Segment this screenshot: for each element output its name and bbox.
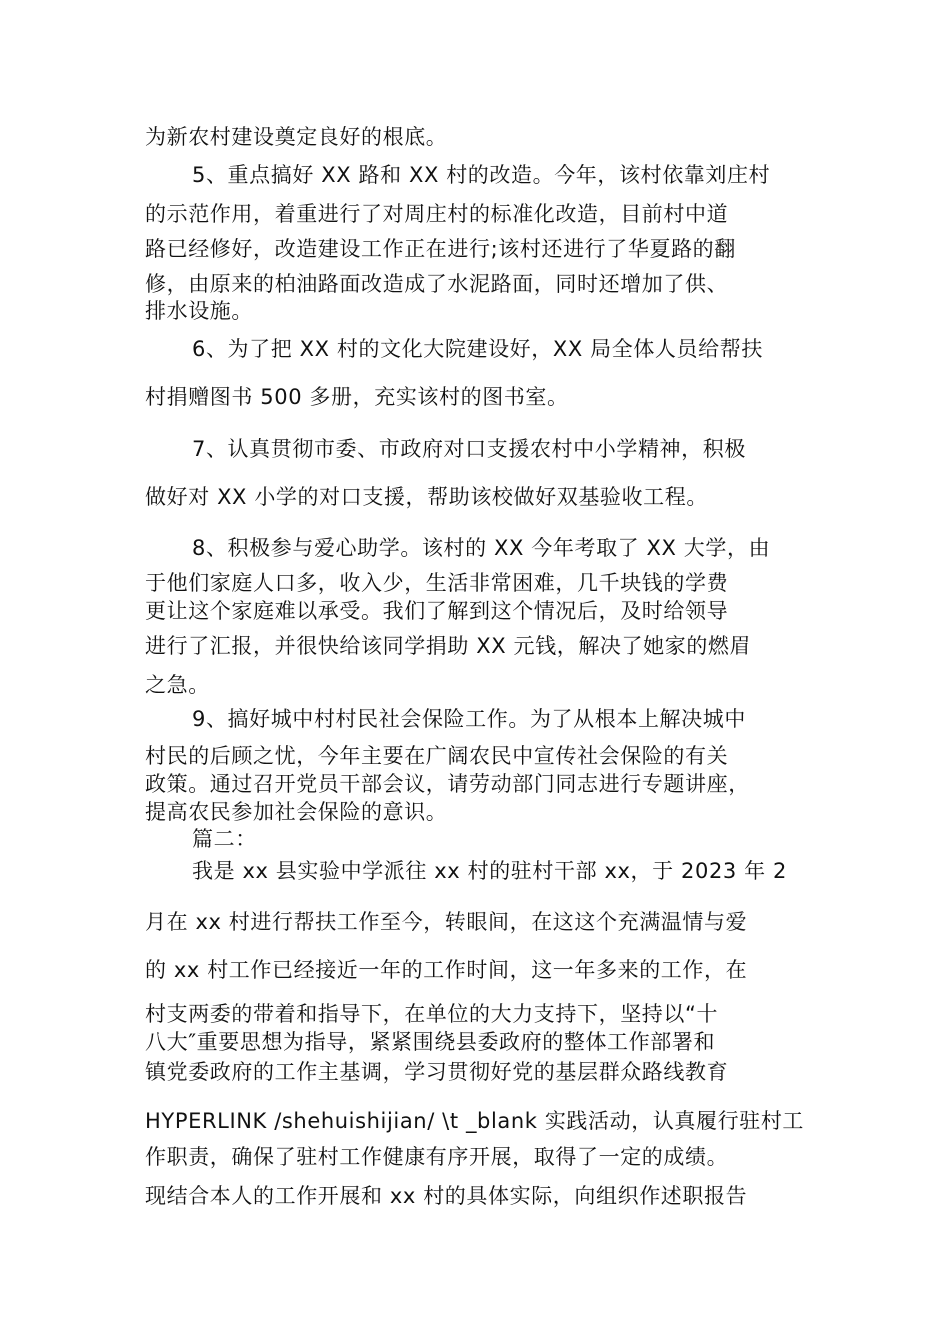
text-line: 8、积极参与爱心助学。该村的 XX 今年考取了 XX 大学，由 bbox=[192, 536, 771, 560]
text-line: 进行了汇报，并很快给该同学捐助 XX 元钱，解决了她家的燃眉 bbox=[145, 634, 752, 658]
text-line: 我是 xx 县实验中学派往 xx 村的驻村干部 xx，于 2023 年 2 bbox=[192, 859, 787, 883]
text-line: 修，由原来的柏油路面改造成了水泥路面，同时还增加了供、 bbox=[145, 272, 729, 296]
section-heading: 篇二： bbox=[192, 827, 257, 851]
text-line: 于他们家庭人口多，收入少，生活非常困难，几千块钱的学费 bbox=[145, 571, 729, 595]
text-line: 镇党委政府的工作主基调，学习贯彻好党的基层群众路线教育 bbox=[145, 1060, 729, 1084]
text-line: 路已经修好，改造建设工作正在进行;该村还进行了华夏路的翻 bbox=[145, 237, 736, 261]
text-line: 为新农村建设奠定良好的根底。 bbox=[145, 125, 448, 149]
text-line: 提高农民参加社会保险的意识。 bbox=[145, 800, 448, 824]
text-line: 政策。通过召开党员干部会议，请劳动部门同志进行专题讲座， bbox=[145, 772, 750, 796]
text-line: 现结合本人的工作开展和 xx 村的具体实际，向组织作述职报告 bbox=[145, 1184, 748, 1208]
text-line: 村支两委的带着和指导下，在单位的大力支持下，坚持以“十 bbox=[145, 1002, 719, 1026]
text-line: 7、认真贯彻市委、市政府对口支援农村中小学精神，积极 bbox=[192, 437, 746, 461]
text-line: 作职责，确保了驻村工作健康有序开展，取得了一定的成绩。 bbox=[145, 1145, 729, 1169]
text-line: 八大″重要思想为指导，紧紧围绕县委政府的整体工作部署和 bbox=[145, 1030, 716, 1054]
text-line: 6、为了把 XX 村的文化大院建设好，XX 局全体人员给帮扶 bbox=[192, 337, 763, 361]
text-line: 9、搞好城中村村民社会保险工作。为了从根本上解决城中 bbox=[192, 707, 746, 731]
text-line: HYPERLINK /shehuishijian/ \t _blank 实践活动，认真履行驻村工 bbox=[145, 1109, 805, 1133]
text-line: 之急。 bbox=[145, 673, 210, 697]
text-line: 排水设施。 bbox=[145, 299, 253, 323]
text-line: 村民的后顾之忧，今年主要在广阔农民中宣传社会保险的有关 bbox=[145, 744, 729, 768]
text-line: 更让这个家庭难以承受。我们了解到这个情况后，及时给领导 bbox=[145, 599, 729, 623]
text-line: 做好对 XX 小学的对口支援，帮助该校做好双基验收工程。 bbox=[145, 485, 708, 509]
text-line: 的 xx 村工作已经接近一年的工作时间，这一年多来的工作，在 bbox=[145, 958, 748, 982]
text-line: 村捐赠图书 500 多册，充实该村的图书室。 bbox=[145, 385, 569, 409]
text-line: 月在 xx 村进行帮扶工作至今，转眼间，在这这个充满温情与爱 bbox=[145, 910, 748, 934]
text-line: 5、重点搞好 XX 路和 XX 村的改造。今年，该村依靠刘庄村 bbox=[192, 163, 771, 187]
text-line: 的示范作用，着重进行了对周庄村的标准化改造，目前村中道 bbox=[145, 202, 729, 226]
